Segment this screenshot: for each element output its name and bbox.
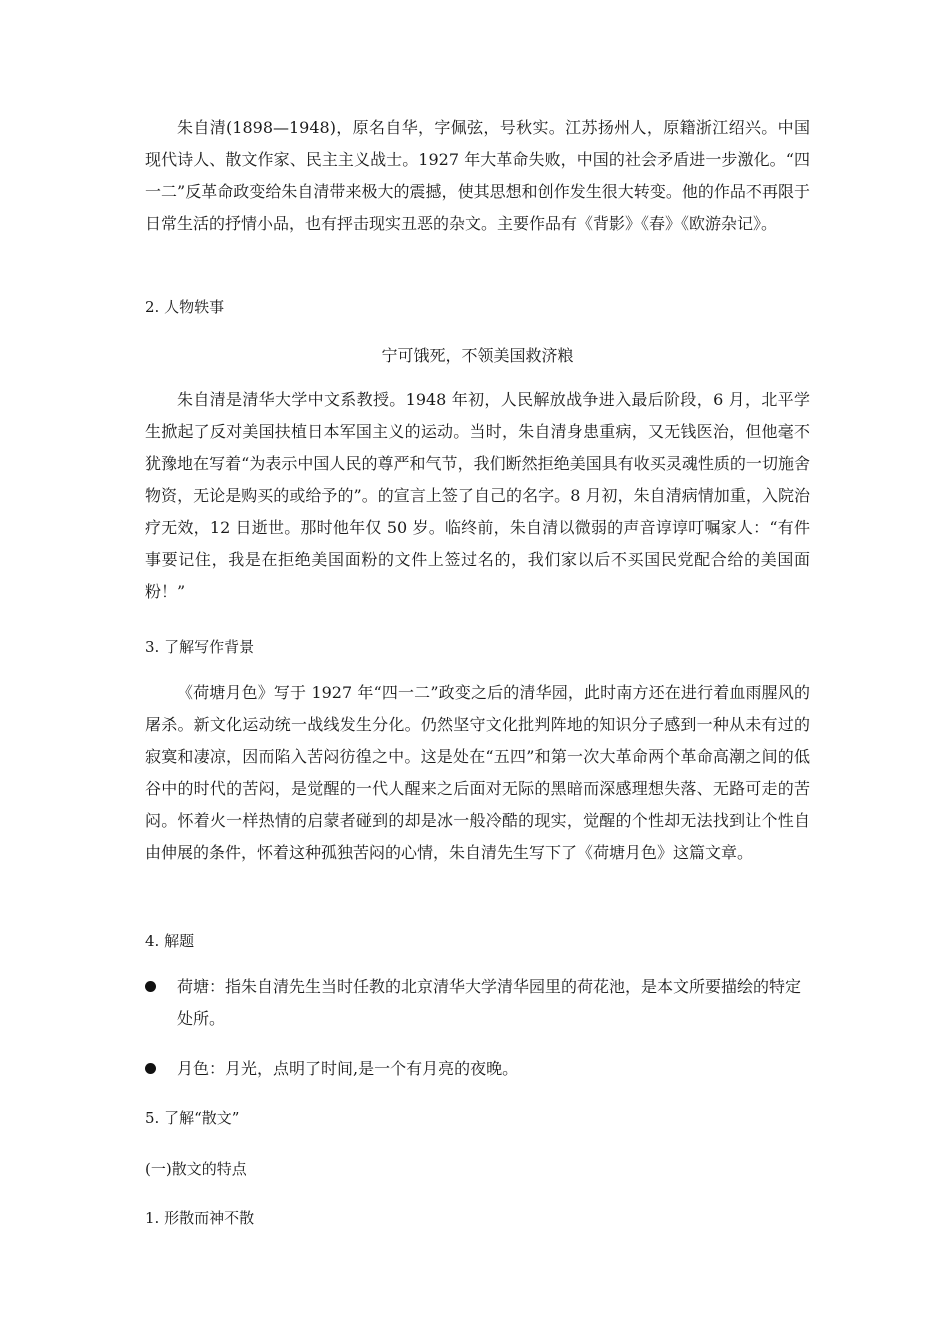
bullet-icon <box>145 1063 156 1074</box>
section-heading-title-explanation: 4. 解题 <box>145 932 195 950</box>
background-paragraph: 《荷塘月色》写于 1927 年“四一二”政变之后的清华园，此时南方还在进行着血雨腥风的屠杀。新文化运动统一战线发生分化。仍然坚守文化批判阵地的知识分子感到一种从未有过的寂寞和凄凉，因而陷入苦闷彷徨之中。这是处在“五四”和第一次大革命两个革命高潮之间的低谷中的时代的苦闷，是觉醒的一代人醒来之后面对无际的黑暗而深感理想失落、无路可走的苦闷。怀着火一样热情的启蒙者碰到的却是冰一般冷酷的现实，觉醒的个性却无法找到让个性自由伸展的条件，怀着这种孤独苦闷的心情，朱自清先生写下了《荷塘月色》这篇文章。 <box>145 683 810 862</box>
bullet-text: 荷塘：指朱自清先生当时任教的北京清华大学清华园里的荷花池，是本文所要描绘的特定处所。 <box>177 977 802 1028</box>
intro-paragraph: 朱自清(1898—1948)，原名自华，字佩弦，号秋实。江苏扬州人，原籍浙江绍兴。中国现代诗人、散文作家、民主主义战士。1927 年大革命失败，中国的社会矛盾进一步激化。“四一二”反革命政变给朱自清带来极大的震撼，使其思想和创作发生很大转变。他的作品不再限于日常生活的抒情小品，也有抨击现实丑恶的杂文。主要作品有《背影》《春》《欧游杂记》。 <box>145 118 810 233</box>
anecdote-title: 宁可饿死，不领美国救济粮 <box>381 346 574 365</box>
section-heading-prose: 5. 了解“散文” <box>145 1109 240 1127</box>
bullet-item-moonlight <box>145 1053 810 1085</box>
bullet-text: 月色：月光，点明了时间,是一个有月亮的夜晚。 <box>177 1059 519 1078</box>
section-heading-anecdote: 2. 人物轶事 <box>145 298 225 316</box>
sub-heading-prose-features: (一)散文的特点 <box>145 1160 247 1178</box>
section-heading-background: 3. 了解写作背景 <box>145 638 255 656</box>
point-heading-form-and-spirit: 1. 形散而神不散 <box>145 1209 255 1227</box>
bullet-item-lotus-pond <box>145 971 810 1035</box>
anecdote-paragraph: 朱自清是清华大学中文系教授。1948 年初，人民解放战争进入最后阶段，6 月，北平学生掀起了反对美国扶植日本军国主义的运动。当时，朱自清身患重病，又无钱医治，但他毫不犹豫地在写着“为表示中国人民的尊严和气节，我们断然拒绝美国具有收买灵魂性质的一切施舍物资，无论是购买的或给予的”。的宣言上签了自己的名字。8 月初，朱自清病情加重，入院治疗无效，12 日逝世。那时他年仅 50 岁。临终前，朱自清以微弱的声音谆谆叮嘱家人：“有件事要记住，我是在拒绝美国面粉的文件上签过名的，我们家以后不买国民党配合给的美国面粉！” <box>145 390 810 601</box>
bullet-icon <box>145 981 156 992</box>
